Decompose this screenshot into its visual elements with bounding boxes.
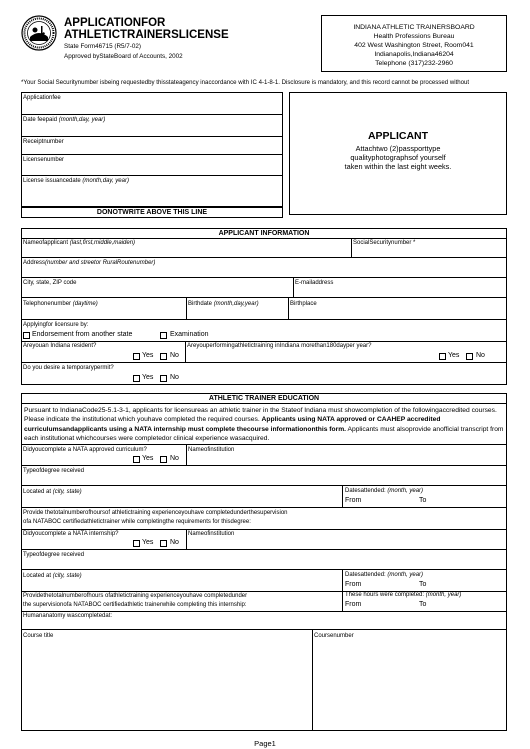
office-use-box — [21, 92, 283, 207]
internship-located-hint: (city, state) — [52, 573, 82, 579]
photo-title: APPLICANT — [367, 130, 429, 142]
birthdate-label: Birthdate — [188, 301, 213, 307]
hours-line1: Provide thetotalnumberofhoursof athletictraining experienceyouhave completedunderthesupervision — [23, 510, 288, 516]
curriculum-yes-label: Yes — [142, 455, 154, 462]
dates-from-field[interactable]: From — [345, 497, 362, 504]
email-field[interactable]: E-mailaddress — [295, 280, 334, 286]
curriculum-yes-checkbox[interactable] — [133, 456, 140, 463]
degree-field[interactable]: Typeofdegree received — [23, 468, 85, 474]
instructions-part-c: Applicants must alsoprovide anofficial transcript from each institutionat whichcourses were completedor clinical experience wasacquired. — [24, 425, 504, 442]
address-field[interactable] — [23, 260, 155, 267]
date-fee-paid-label: Date feepaid — [23, 117, 58, 123]
address-line5: Telephone (317)232-2960 — [375, 60, 453, 67]
resident-yes-label: Yes — [142, 352, 154, 359]
birthplace-field[interactable]: Birthplace — [290, 301, 317, 307]
form-title-line1: APPLICATIONFOR — [64, 17, 166, 29]
form-title-line2: ATHLETICTRAINERSLICENSE — [64, 29, 229, 41]
applicant-name-label: Nameofapplicant — [23, 240, 69, 246]
internship-degree-field[interactable]: Typeofdegree received — [23, 552, 85, 558]
temp-permit-yes-checkbox[interactable] — [133, 375, 140, 382]
temp-permit-no-checkbox[interactable] — [160, 375, 167, 382]
performing-no-label: No — [476, 352, 485, 359]
performing-yes-label: Yes — [448, 352, 460, 359]
performing-question: Areyouperformingathletictraining inIndiana morethan180dayper year? — [187, 343, 372, 349]
page-number: Page1 — [254, 739, 276, 748]
internship-dates-label — [345, 572, 423, 579]
application-fee-field[interactable]: Applicationfee — [23, 95, 61, 101]
telephone-hint: (daytime) — [72, 301, 98, 307]
resident-no-checkbox[interactable] — [160, 353, 167, 360]
city-state-zip-field[interactable]: City, state, ZIP code — [23, 280, 77, 286]
education-instructions — [24, 406, 504, 443]
curriculum-no-checkbox[interactable] — [160, 456, 167, 463]
hours-to-field[interactable]: To — [419, 601, 427, 608]
temp-permit-question: Do you desire a temporarypermit? — [23, 365, 114, 371]
address-line4: Indianapolis,Indiana46204 — [374, 51, 454, 58]
temp-permit-no-label: No — [170, 374, 179, 381]
internship-hours-line1: Providethetotalnumberofhours ofathletictraining experienceyouhave completedunder — [23, 593, 248, 599]
photo-box — [289, 92, 507, 215]
applicant-info-heading: APPLICANT INFORMATION — [218, 230, 310, 237]
examination-label: Examination — [170, 331, 209, 338]
internship-question: Didyoucomplete a NATA internship? — [23, 531, 119, 537]
performing-yes-checkbox[interactable] — [439, 353, 446, 360]
course-title-field[interactable]: Course title — [23, 633, 54, 639]
receipt-number-field[interactable]: Receiptnumber — [23, 139, 64, 145]
date-fee-paid-field[interactable] — [23, 117, 105, 124]
telephone-label: Telephonenumber — [23, 301, 72, 307]
board-address-box — [321, 15, 507, 72]
hours-completed-text: These hours were completed: — [345, 592, 425, 598]
hours-line2[interactable]: ofa NATABOC certifiedathletictrainer while completingthe requirements for thisdegree: — [23, 519, 251, 525]
internship-dates-text: Datesattended: — [345, 572, 386, 578]
internship-institution-field[interactable]: Nameofinstitution — [188, 531, 235, 537]
internship-no-label: No — [170, 539, 179, 546]
birthdate-field[interactable] — [188, 301, 259, 308]
hours-completed-hint: (month, year) — [425, 592, 462, 598]
address-line2: Health Professions Bureau — [373, 33, 455, 40]
license-issuance-label: License issuancedate — [23, 178, 81, 184]
endorsement-label: Endorsement from another state — [32, 331, 133, 338]
resident-no-label: No — [170, 352, 179, 359]
address-hint: (number and streetor RuralRoutenumber) — [45, 260, 156, 266]
internship-to-field[interactable]: To — [419, 581, 427, 588]
approved-by: Approved byStateBoard of Accounts, 2002 — [64, 53, 183, 60]
instructions-part-b: Applicants using NATA approved or CAAHEP accredited curriculumsandapplicants using a NATA internship must complete thecourse informationonthis form. — [24, 416, 441, 433]
hours-from-field[interactable]: From — [345, 601, 362, 608]
photo-line3: taken within the last eight weeks. — [344, 162, 452, 171]
applicant-name-hint: (last,first,middle,maiden) — [69, 240, 136, 246]
telephone-field[interactable] — [23, 301, 98, 308]
applying-for-label: Applyingfor licensure by: — [23, 322, 89, 328]
temp-permit-yes-label: Yes — [142, 374, 154, 381]
internship-no-checkbox[interactable] — [160, 540, 167, 547]
internship-hours-line2[interactable]: the supervisionofa NATABOC certifiedathletic trainerwhile completing this internship: — [23, 602, 247, 608]
institution-field[interactable]: Nameofinstitution — [188, 447, 235, 453]
resident-yes-checkbox[interactable] — [133, 353, 140, 360]
date-fee-paid-hint: (month,day, year) — [58, 117, 106, 123]
do-not-write-banner — [21, 207, 283, 218]
curriculum-no-label: No — [170, 455, 179, 462]
birthdate-hint: (month,day,year) — [213, 301, 259, 307]
internship-located-label: Located at — [23, 573, 52, 579]
education-heading: ATHLETIC TRAINER EDUCATION — [208, 395, 320, 402]
do-not-write-text: DONOTWRITE ABOVE THIS LINE — [96, 209, 208, 216]
license-issuance-hint: (month,day, year) — [82, 178, 129, 184]
endorsement-checkbox[interactable] — [23, 332, 30, 339]
address-label: Address — [23, 260, 46, 266]
photo-line1: Attachtwo (2)passporttype — [355, 144, 441, 153]
dates-attended-text: Datesattended: — [345, 488, 386, 494]
internship-yes-label: Yes — [142, 539, 154, 546]
resident-question: Areyouan Indiana resident? — [23, 343, 97, 349]
ssn-field[interactable]: SocialSecuritynumber * — [353, 240, 416, 246]
internship-located-field[interactable] — [23, 573, 82, 580]
located-field[interactable] — [23, 489, 82, 496]
address-line1: INDIANA ATHLETIC TRAINERSBOARD — [353, 24, 475, 31]
anatomy-field[interactable]: Humananatomy wascompletedat: — [23, 613, 113, 619]
internship-yes-checkbox[interactable] — [133, 540, 140, 547]
state-seal — [21, 15, 57, 51]
ssn-notice: *Your Social Securitynumber isbeing requestedby thisstateagency inaccordance with IC 4-1-8-1. Disclosure is mandatory, and this record cannot be processed without — [21, 79, 470, 86]
internship-dates-hint: (month, year) — [387, 572, 424, 578]
course-number-field[interactable]: Coursenumber — [314, 633, 354, 639]
photo-line2: qualityphotographsof yourself — [350, 153, 446, 162]
performing-no-checkbox[interactable] — [466, 353, 473, 360]
instructions-part-a: Pursuant to IndianaCode25-5.1-3-1, applicants for licensureas an athletic trainer in the Stateof Indiana must showcompletion of the followingaccredited courses. Please indicate the institutionat which youhave completed the required courses. — [24, 407, 497, 424]
license-issuance-field[interactable] — [23, 178, 129, 185]
located-hint: (city, state) — [52, 489, 82, 495]
dates-to-field[interactable]: To — [419, 497, 427, 504]
dates-attended-hint: (month, year) — [387, 488, 424, 494]
applicant-name-field[interactable] — [23, 240, 135, 247]
examination-checkbox[interactable] — [160, 332, 167, 339]
address-line3: 402 West Washington Street, Room041 — [354, 42, 474, 49]
hours-completed-label — [345, 592, 461, 599]
internship-from-field[interactable]: From — [345, 581, 362, 588]
license-number-field[interactable]: Licensenumber — [23, 157, 65, 163]
curriculum-question: Didyoucomplete a NATA approved curriculum? — [23, 447, 147, 453]
form-number: State Form46715 (R5/7-02) — [64, 43, 141, 50]
located-label: Located at — [23, 489, 52, 495]
dates-attended-label — [345, 488, 423, 495]
